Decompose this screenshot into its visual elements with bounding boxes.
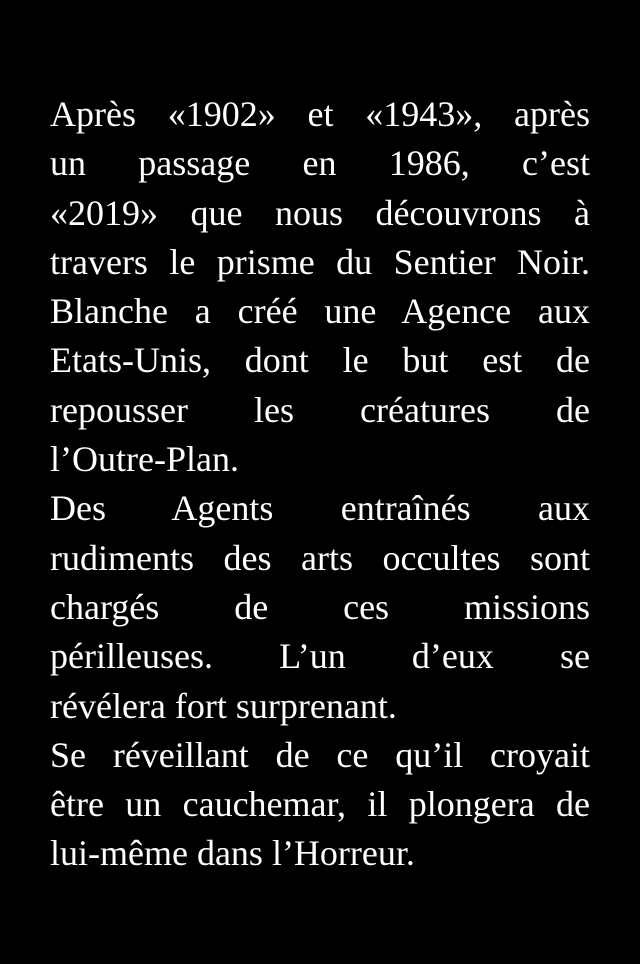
- text-line: l’Outre-Plan.: [50, 439, 239, 480]
- text-line: chargés de ces missions: [50, 586, 590, 627]
- text-line: «2019» que nous découvrons à: [50, 192, 590, 233]
- text-line: Blanche a créé une Agence aux: [50, 291, 590, 332]
- text-line: Se réveillant de ce qu’il croyait: [50, 734, 590, 775]
- text-line: Etats-Unis, dont le but est de: [50, 340, 590, 381]
- text-line: Des Agents entraînés aux: [50, 488, 590, 529]
- text-line: rudiments des arts occultes sont: [50, 537, 590, 578]
- text-line: Après «1902» et «1943», après: [50, 94, 590, 134]
- text-line: lui-même dans l’Horreur.: [50, 833, 415, 874]
- synopsis-text: [50, 90, 590, 879]
- text-line: travers le prisme du Sentier Noir.: [50, 241, 590, 282]
- text-line: un passage en 1986, c’est: [50, 143, 590, 184]
- text-line: être un cauchemar, il plongera de: [50, 784, 590, 825]
- text-line: repousser les créatures de: [50, 389, 590, 430]
- text-line: révélera fort surprenant.: [50, 685, 397, 726]
- text-line: périlleuses. L’un d’eux se: [50, 636, 590, 677]
